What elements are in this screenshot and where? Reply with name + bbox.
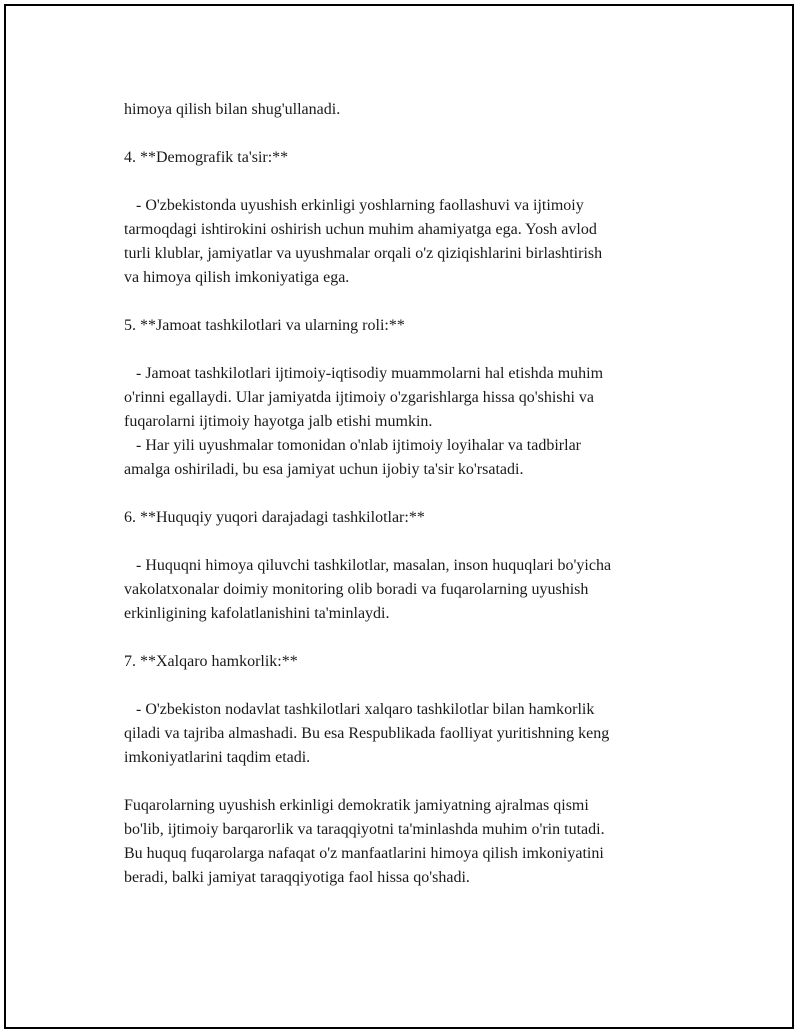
paragraph-gap (124, 482, 694, 506)
text-line: - O'zbekiston nodavlat tashkilotlari xalqaro tashkilotlar bilan hamkorlik (124, 701, 595, 718)
section-heading-7: 7. **Xalqaro hamkorlik:** (124, 653, 298, 670)
text-line: imkoniyatlarini taqdim etadi. (124, 749, 311, 766)
conclusion-line: beradi, balki jamiyat taraqqiyotiga faol hissa qo'shadi. (124, 869, 470, 886)
paragraph-gap (124, 626, 694, 650)
text-line: vakolatxonalar doimiy monitoring olib boradi va fuqarolarning uyushish (124, 581, 589, 598)
text-line: erkinligining kafolatlanishini ta'minlaydi. (124, 605, 390, 622)
conclusion-line: Fuqarolarning uyushish erkinligi demokratik jamiyatning ajralmas qismi (124, 797, 589, 814)
paragraph-gap (124, 674, 694, 698)
text-line: va himoya qilish imkoniyatiga ega. (124, 269, 350, 286)
text-line: - Har yili uyushmalar tomonidan o'nlab ijtimoiy loyihalar va tadbirlar (124, 437, 581, 454)
text-line: tarmoqdagi ishtirokini oshirish uchun muhim ahamiyatga ega. Yosh avlod (124, 221, 597, 238)
text-line: o'rinni egallaydi. Ular jamiyatda ijtimoiy o'zgarishlarga hissa qo'shishi va (124, 389, 595, 406)
paragraph-gap (124, 122, 694, 146)
conclusion-line: bo'lib, ijtimoiy barqarorlik va taraqqiyotni ta'minlashda muhim o'rin tutadi. (124, 821, 605, 838)
text-line: - O'zbekistonda uyushish erkinligi yoshlarning faollashuvi va ijtimoiy (124, 197, 584, 214)
text-line: amalga oshiriladi, bu esa jamiyat uchun ijobiy ta'sir ko'rsatadi. (124, 461, 524, 478)
section-heading-6: 6. **Huquqiy yuqori darajadagi tashkilotlar:** (124, 509, 425, 526)
document-body (124, 98, 694, 890)
text-line: himoya qilish bilan shug'ullanadi. (124, 101, 341, 118)
paragraph-gap (124, 170, 694, 194)
paragraph-gap (124, 338, 694, 362)
document-page (4, 4, 794, 1029)
text-line: - Jamoat tashkilotlari ijtimoiy-iqtisodiy muammolarni hal etishda muhim (124, 365, 604, 382)
text-line: qiladi va tajriba almashadi. Bu esa Respublikada faolliyat yuritishning keng (124, 725, 610, 742)
text-line: - Huquqni himoya qiluvchi tashkilotlar, masalan, inson huquqlari bo'yicha (124, 557, 612, 574)
paragraph-gap (124, 290, 694, 314)
paragraph-gap (124, 530, 694, 554)
text-line: fuqarolarni ijtimoiy hayotga jalb etishi mumkin. (124, 413, 433, 430)
section-heading-4: 4. **Demografik ta'sir:** (124, 149, 289, 166)
text-line: turli klublar, jamiyatlar va uyushmalar orqali o'z qiziqishlarini birlashtirish (124, 245, 603, 262)
paragraph-gap (124, 770, 694, 794)
section-heading-5: 5. **Jamoat tashkilotlari va ularning roli:** (124, 317, 405, 334)
conclusion-line: Bu huquq fuqarolarga nafaqat o'z manfaatlarini himoya qilish imkoniyatini (124, 845, 604, 862)
